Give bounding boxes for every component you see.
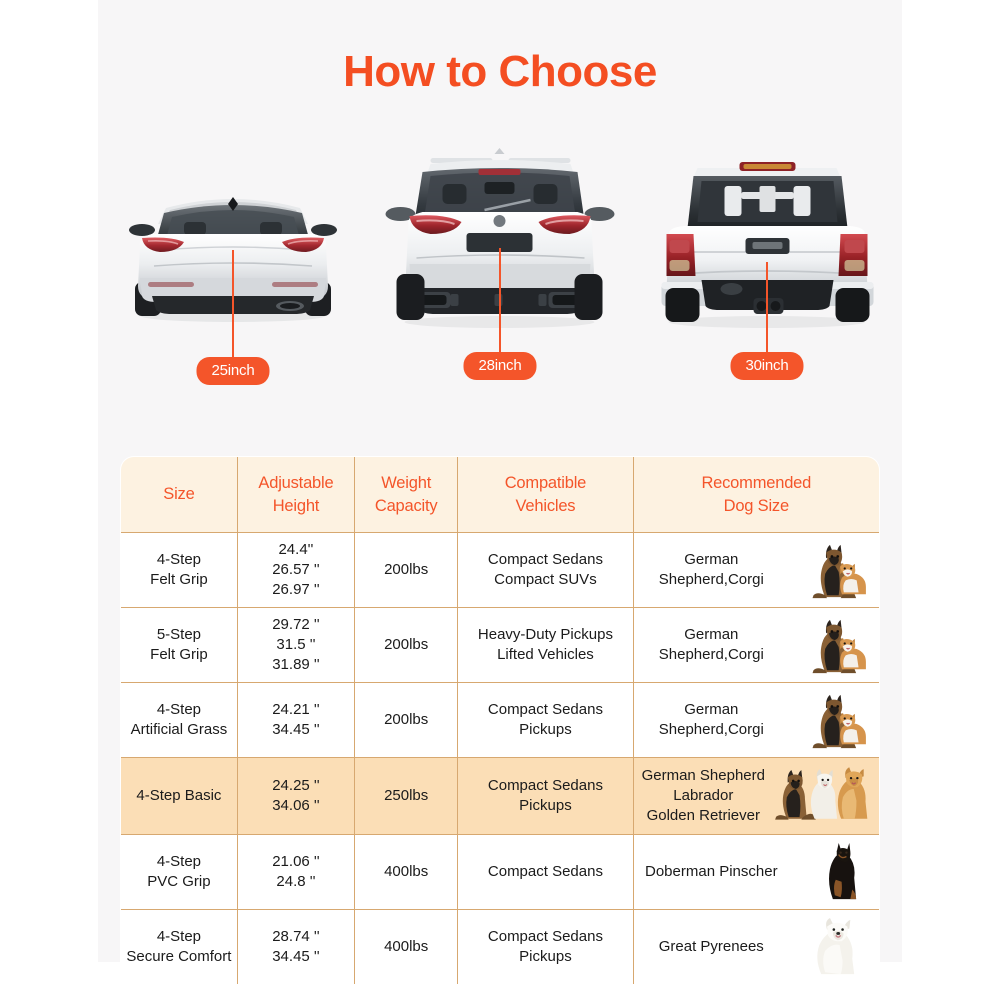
cell-size-line: 4-Step <box>156 550 202 568</box>
cell-height-line: 31.5 '' <box>276 635 316 653</box>
cell-height-line: 29.72 '' <box>272 615 320 633</box>
cell-vehicles-line: Compact SUVs <box>494 571 597 588</box>
table-row <box>121 835 880 910</box>
cell-vehicles <box>458 835 633 910</box>
cell-weight-line: 400lbs <box>384 937 429 955</box>
cell-height <box>237 910 354 985</box>
column-header-recommended-dog-size <box>633 457 879 533</box>
cell-height-line: 26.97 '' <box>272 581 320 599</box>
cell-weight <box>355 608 458 683</box>
cell-height-line: 24.25 '' <box>272 776 320 794</box>
cell-vehicles-line: Compact Sedans <box>487 550 603 568</box>
table-row <box>121 608 880 683</box>
cell-size <box>121 835 238 910</box>
cell-weight-line: 200lbs <box>384 560 429 578</box>
cell-height-line: 31.89 '' <box>272 656 320 674</box>
cell-vehicles-line: Compact Sedans <box>487 862 603 880</box>
cell-height-line: 24.4'' <box>278 540 314 558</box>
dog-illustration-german-shepherd-corgi <box>783 614 875 676</box>
cell-vehicles <box>458 910 633 985</box>
cell-dogs <box>633 683 879 758</box>
cell-height-line: 34.06 '' <box>272 797 320 814</box>
dog-breed-text <box>638 862 783 882</box>
table-row <box>121 758 880 835</box>
dog-breed-line: Doberman Pinscher <box>645 862 778 880</box>
cell-vehicles <box>458 608 633 683</box>
cell-size-line: PVC Grip <box>147 873 211 890</box>
cell-size-line: Felt Grip <box>150 571 208 588</box>
dog-breed-text <box>638 550 783 591</box>
cell-height-line: 24.8 '' <box>276 873 316 890</box>
cell-vehicles-line: Pickups <box>519 721 572 738</box>
cell-height-line: 21.06 '' <box>272 852 320 870</box>
dog-breed-line: Shepherd,Corgi <box>658 646 764 663</box>
suv-size-badge: 28inch <box>463 352 536 380</box>
vehicle-card-suv <box>367 140 633 385</box>
dog-breed-line: Great Pyrenees <box>658 937 764 955</box>
column-header-dog-line2: Dog Size <box>723 496 789 515</box>
cell-dogs <box>633 533 879 608</box>
cell-vehicles-line: Compact Sedans <box>487 776 603 794</box>
dog-breed-line: German <box>684 550 739 568</box>
table-header-row <box>121 457 880 533</box>
suv-measure-line <box>499 248 501 358</box>
cell-height-line: 24.21 '' <box>272 700 320 718</box>
dog-breed-text <box>638 700 783 741</box>
dog-cell-inner <box>638 689 875 751</box>
cell-weight <box>355 835 458 910</box>
vehicle-card-pickup <box>634 140 900 385</box>
table-header <box>121 457 880 533</box>
pickup-size-badge: 30inch <box>730 352 803 380</box>
dog-illustration-great-pyrenees <box>783 916 875 978</box>
cell-weight-line: 200lbs <box>384 635 429 653</box>
cell-size-line: 5-Step <box>156 625 202 643</box>
cell-vehicles-line: Pickups <box>519 797 572 814</box>
cell-vehicles-line: Compact Sedans <box>487 927 603 945</box>
dog-breed-line: Shepherd,Corgi <box>658 571 764 588</box>
cell-size-line: Artificial Grass <box>130 721 228 738</box>
cell-weight-line: 400lbs <box>384 862 429 880</box>
dog-breed-line: Shepherd,Corgi <box>658 721 764 738</box>
column-header-weight-capacity <box>355 457 458 533</box>
cell-height-line: 28.74 '' <box>272 927 320 945</box>
cell-size-line: 4-Step <box>156 700 202 718</box>
cell-height-line: 26.57 '' <box>272 560 320 578</box>
sedan-measure-line <box>232 250 234 365</box>
sedan-size-badge: 25inch <box>196 357 269 385</box>
cell-height <box>237 533 354 608</box>
cell-dogs <box>633 910 879 985</box>
dog-cell-inner <box>638 539 875 601</box>
dog-breed-line: German Shepherd <box>641 766 765 784</box>
cell-weight-line: 200lbs <box>384 710 429 728</box>
cell-size-line: Felt Grip <box>150 646 208 663</box>
dog-breed-line: Golden Retriever <box>646 807 760 825</box>
cell-height-line: 34.45 '' <box>272 721 320 738</box>
dog-illustration-german-shepherd-corgi <box>783 539 875 601</box>
cell-dogs <box>633 758 879 835</box>
table-row <box>121 533 880 608</box>
cell-height <box>237 835 354 910</box>
dog-cell-inner <box>638 764 875 828</box>
table-row <box>121 910 880 985</box>
cell-size-line: 4-Step <box>156 927 202 945</box>
cell-dogs <box>633 608 879 683</box>
cell-vehicles-line: Lifted Vehicles <box>497 646 594 663</box>
cell-height-line: 34.45 '' <box>272 948 320 965</box>
cell-size <box>121 910 238 985</box>
dog-illustration-doberman <box>783 841 875 903</box>
dog-breed-text <box>638 766 767 827</box>
cell-height <box>237 683 354 758</box>
column-header-height-line1: Adjustable <box>258 474 334 493</box>
cell-size-line: Secure Comfort <box>126 948 232 965</box>
column-header-size-line1: Size <box>163 485 195 504</box>
column-header-vehicles-line2: Vehicles <box>515 496 576 515</box>
column-header-weight-line2: Capacity <box>374 496 438 515</box>
vehicle-comparison-strip <box>100 140 900 385</box>
table-body <box>121 533 880 985</box>
dog-cell-inner <box>638 916 875 978</box>
dog-cell-inner <box>638 841 875 903</box>
column-header-weight-line1: Weight <box>381 474 432 493</box>
specification-table <box>120 456 880 985</box>
column-header-height-line2: Height <box>272 496 320 515</box>
dog-breed-line: German <box>684 700 739 718</box>
column-header-adjustable-height <box>237 457 354 533</box>
cell-size-line: 4-Step <box>156 852 202 870</box>
cell-vehicles-line: Pickups <box>519 948 572 965</box>
table-row <box>121 683 880 758</box>
column-header-dog-line1: Recommended <box>701 474 812 493</box>
dog-illustration-three-dogs <box>767 764 875 828</box>
cell-weight <box>355 533 458 608</box>
cell-size <box>121 533 238 608</box>
cell-size <box>121 683 238 758</box>
column-header-size <box>121 457 238 533</box>
column-header-compatible-vehicles <box>458 457 633 533</box>
dog-breed-line: Labrador <box>673 786 734 804</box>
cell-size-line: 4-Step Basic <box>136 786 222 804</box>
vehicle-card-sedan <box>100 140 366 385</box>
cell-weight <box>355 758 458 835</box>
cell-height <box>237 608 354 683</box>
dog-breed-line: German <box>684 625 739 643</box>
cell-vehicles-line: Heavy-Duty Pickups <box>477 625 613 643</box>
cell-vehicles <box>458 683 633 758</box>
cell-vehicles <box>458 533 633 608</box>
cell-weight-line: 250lbs <box>384 786 429 804</box>
cell-vehicles-line: Compact Sedans <box>487 700 603 718</box>
cell-weight <box>355 910 458 985</box>
cell-vehicles <box>458 758 633 835</box>
page-title: How to Choose <box>343 47 657 96</box>
pickup-measure-line <box>766 262 768 362</box>
cell-size <box>121 608 238 683</box>
dog-breed-text <box>638 937 783 957</box>
cell-height <box>237 758 354 835</box>
cell-size <box>121 758 238 835</box>
dog-illustration-german-shepherd-corgi <box>783 689 875 751</box>
column-header-vehicles-line1: Compatible <box>504 474 587 493</box>
dog-cell-inner <box>638 614 875 676</box>
dog-breed-text <box>638 625 783 666</box>
cell-weight <box>355 683 458 758</box>
cell-dogs <box>633 835 879 910</box>
